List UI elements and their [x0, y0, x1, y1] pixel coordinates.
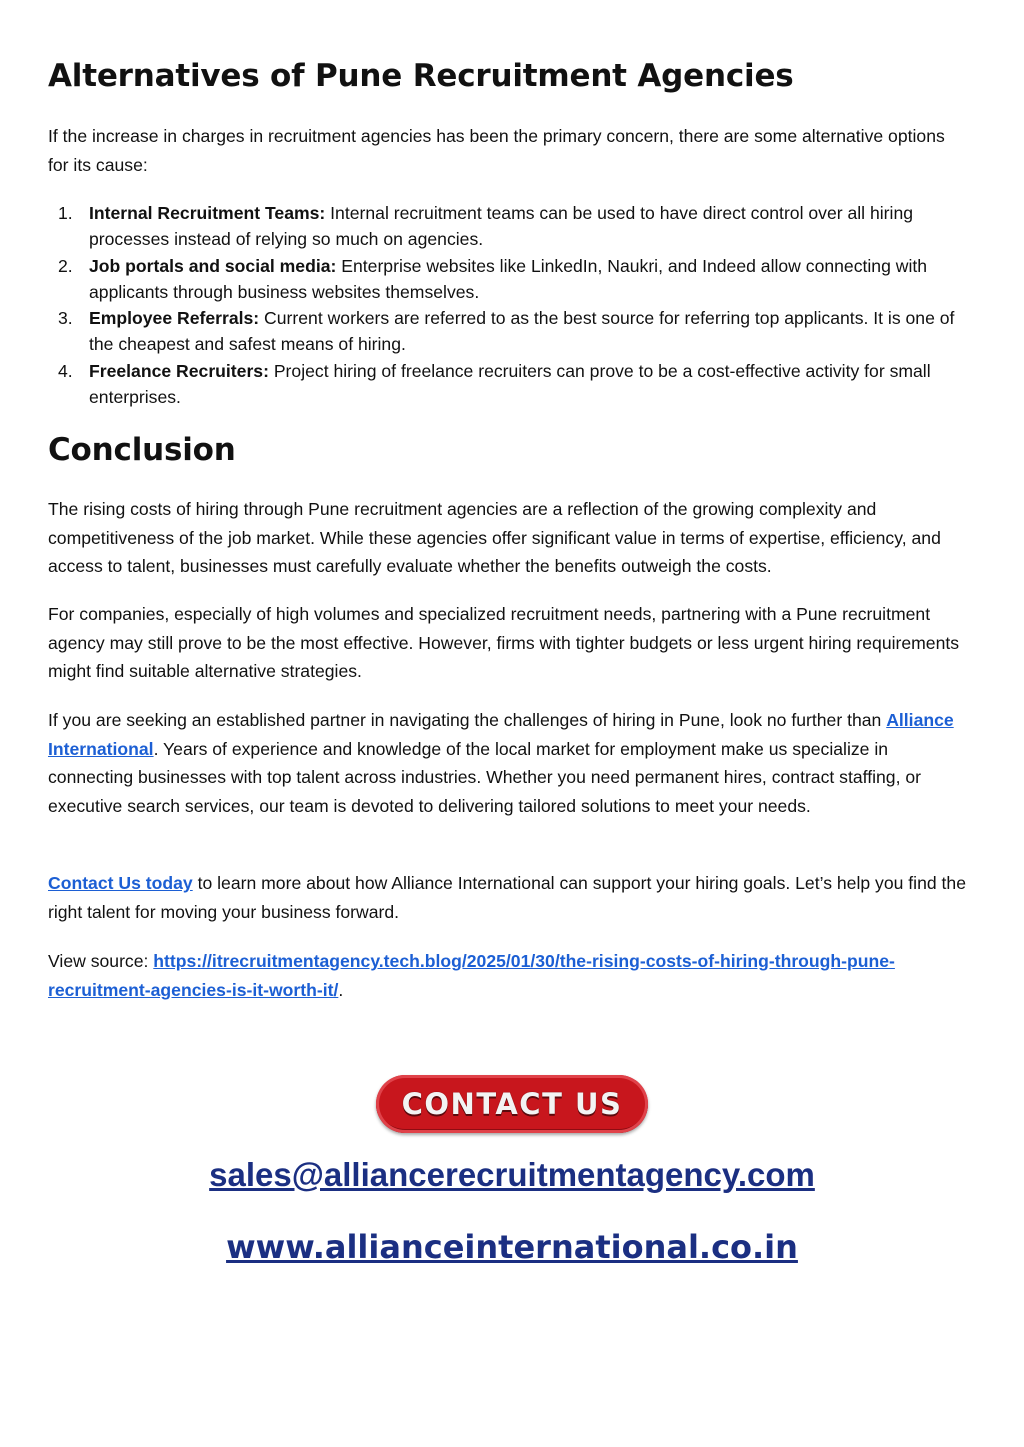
list-item — [48, 305, 978, 357]
list-item-title: Job portals and social media: — [89, 255, 337, 276]
alternatives-heading: Alternatives of Pune Recruitment Agencies — [48, 58, 794, 94]
view-source — [48, 947, 978, 1004]
list-item-text: Current workers are referred to as the best source for referring top applicants. It is one of the cheapest and safest means of hiring. — [89, 308, 955, 354]
list-item-number: 3. — [58, 308, 73, 328]
conclusion-paragraph-2: For companies, especially of high volumes and specialized recruitment needs, partnering with a Pune recruitment agency may still prove to be the most effective. However, firms with tighter budgets or less urgent hiring requirements might find suitable alternative strategies. — [48, 604, 960, 681]
list-item-title: Freelance Recruiters: — [89, 360, 269, 381]
list-item-number: 4. — [58, 360, 73, 381]
list-item-number: 2. — [58, 255, 73, 276]
contact-us-button[interactable]: CONTACT US — [376, 1075, 648, 1133]
list-item-text: Enterprise websites like LinkedIn, Naukri, and Indeed allow connecting with applicants through business websites themselves. — [89, 255, 928, 302]
conclusion-paragraph-1: The rising costs of hiring through Pune recruitment agencies are a reflection of the growing complexity and competitiveness of the job market. While these agencies offer significant value in terms of expertise, efficiency, and access to talent, businesses must carefully evaluate whether the benefits outweigh the costs. — [48, 499, 941, 576]
sales-email-link[interactable]: sales@alliancerecruitmentagency.com — [209, 1156, 815, 1193]
list-item — [48, 358, 978, 410]
paragraph-text: . Years of experience and knowledge of the local market for employment make us specialize in connecting businesses with top talent across industries. Whether you need permanent hires, contract staffing, or executive search services, our team is devoted to delivering tailored solutions to meet your needs. — [48, 738, 921, 816]
contact-us-today-link[interactable]: Contact Us today — [48, 873, 193, 893]
list-item-title: Internal Recruitment Teams: — [89, 203, 326, 223]
paragraph-text: to learn more about how Alliance International can support your hiring goals. Let’s help you find the right talent for moving your business forward. — [48, 873, 966, 922]
paragraph-text: If you are seeking an established partner in navigating the challenges of hiring in Pune, look no further than — [48, 710, 887, 730]
list-item — [48, 253, 978, 305]
alternatives-list — [48, 200, 978, 410]
paragraph-text: . — [338, 979, 344, 1000]
list-item-text: Internal recruitment teams can be used to have direct control over all hiring processes instead of relying so much on agencies. — [89, 203, 914, 249]
conclusion-paragraph-3 — [48, 706, 978, 820]
list-item-title: Employee Referrals: — [89, 308, 260, 328]
list-item-number: 1. — [58, 203, 73, 223]
list-item-text: Project hiring of freelance recruiters can prove to be a cost-effective activity for small enterprises. — [89, 360, 931, 407]
source-url-link[interactable]: https://itrecruitmentagency.tech.blog/2025/01/30/the-rising-costs-of-hiring-through-pune-recruitment-agencies-is-it-worth-it/ — [48, 951, 895, 1000]
conclusion-heading: Conclusion — [48, 432, 236, 468]
list-item — [48, 200, 978, 252]
view-source-label: View source: — [48, 951, 154, 971]
alliance-international-link[interactable]: Alliance International — [48, 710, 954, 759]
website-link[interactable]: www.allianceinternational.co.in — [226, 1228, 798, 1266]
conclusion-paragraph-4 — [48, 869, 978, 926]
alternatives-intro: If the increase in charges in recruitment agencies has been the primary concern, there are some alternative options for its cause: — [48, 126, 945, 175]
